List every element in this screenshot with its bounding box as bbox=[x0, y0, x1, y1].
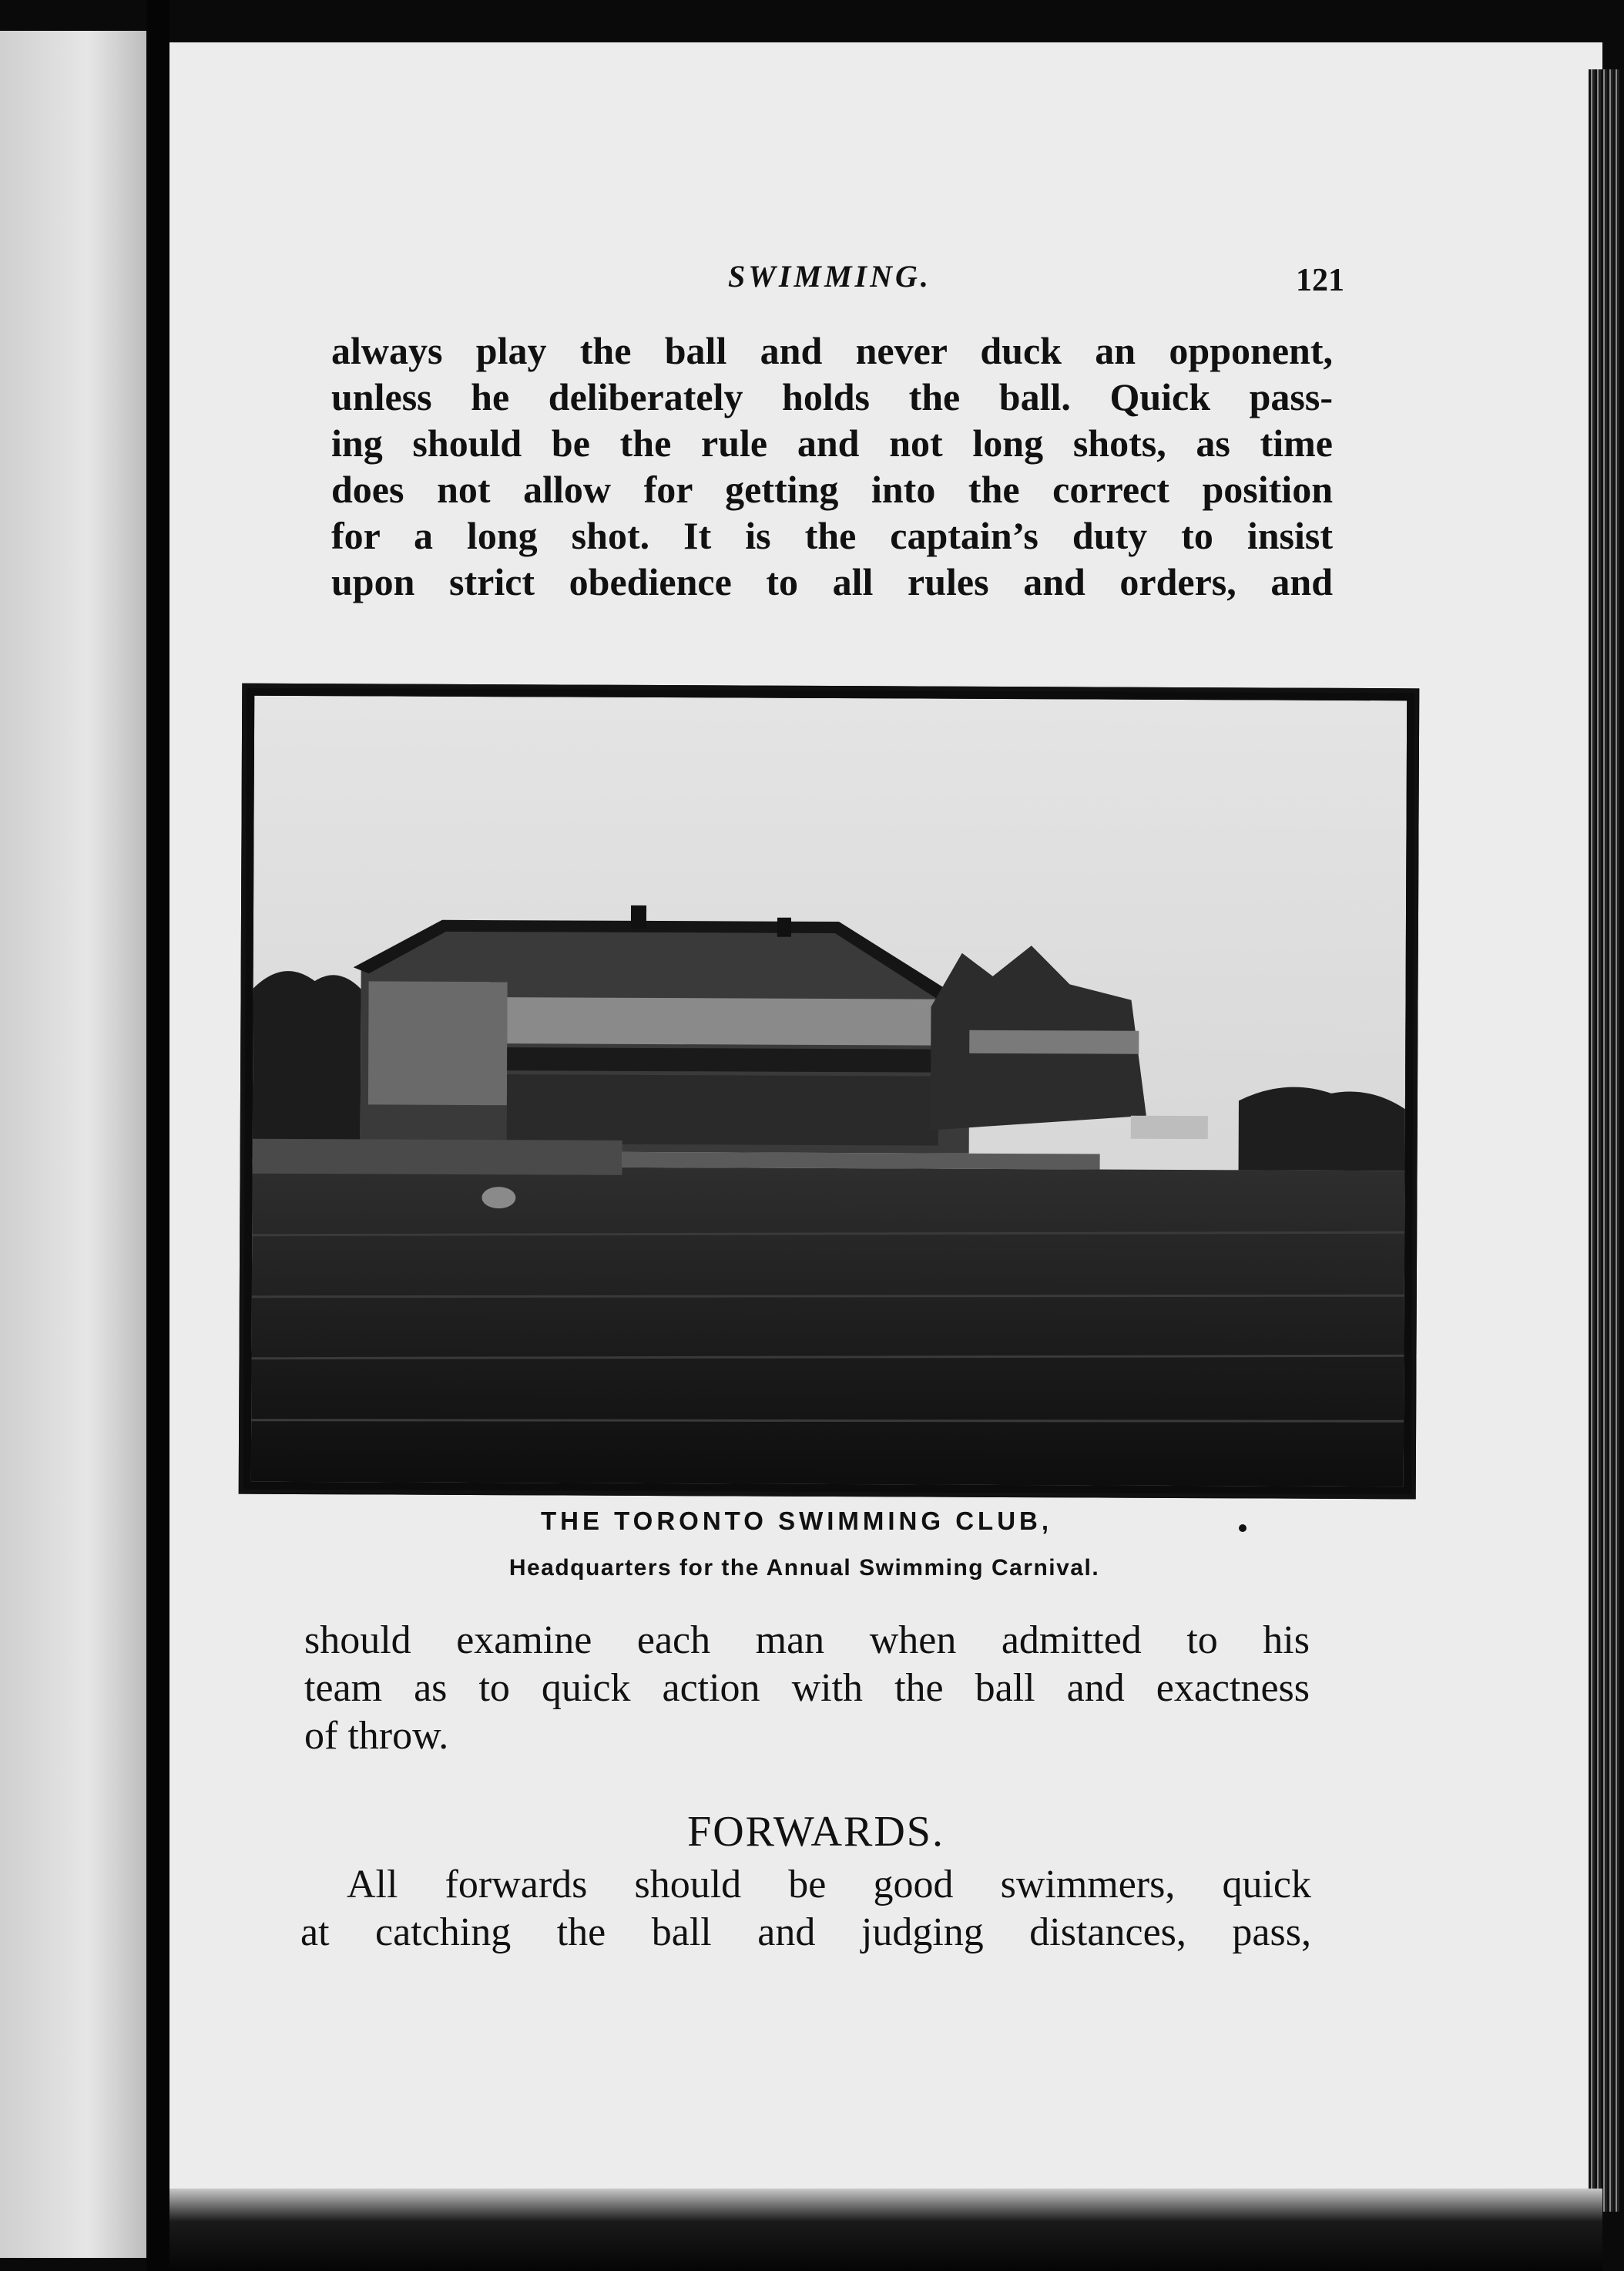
page-stack-edge bbox=[1589, 69, 1619, 2212]
trees-right bbox=[1239, 1087, 1405, 1171]
paragraph-top bbox=[331, 328, 1333, 605]
section-heading: FORWARDS. bbox=[687, 1808, 945, 1856]
swimmer bbox=[481, 1187, 515, 1208]
facing-page-edge bbox=[0, 31, 146, 2258]
tower-balcony bbox=[969, 1030, 1139, 1054]
clubhouse-photo-illustration bbox=[251, 696, 1407, 1487]
text-line: should examine each man when admitted to his bbox=[304, 1618, 1310, 1662]
text-line: of throw. bbox=[304, 1714, 449, 1758]
trees-left bbox=[253, 971, 361, 1158]
chimney bbox=[777, 918, 791, 937]
text-line: unless he deliberately holds the ball. Quick pass- bbox=[331, 375, 1333, 418]
text-line: for a long shot. It is the captain’s duty to insist bbox=[331, 514, 1333, 557]
page-number: 121 bbox=[1296, 263, 1344, 298]
text-line: upon strict obedience to all rules and orders, and bbox=[331, 560, 1333, 603]
figure-caption-subtitle: Headquarters for the Annual Swimming Carnival. bbox=[508, 1555, 1100, 1581]
bottom-shadow bbox=[169, 2189, 1602, 2271]
book-gutter bbox=[146, 0, 169, 2271]
balcony-crowd bbox=[507, 1047, 938, 1072]
chimney bbox=[631, 905, 646, 929]
halftone-photograph bbox=[239, 684, 1420, 1500]
ink-dot bbox=[1239, 1524, 1247, 1532]
text-line: always play the ball and never duck an opponent, bbox=[331, 329, 1333, 372]
dock bbox=[253, 1139, 622, 1175]
text-line: ing should be the rule and not long shots, as time bbox=[331, 422, 1333, 465]
figure-caption-title: THE TORONTO SWIMMING CLUB, bbox=[540, 1507, 1053, 1535]
text-line: at catching the ball and judging distances, pass, bbox=[300, 1910, 1311, 1954]
clubhouse-wing bbox=[368, 981, 508, 1105]
boat-landing bbox=[622, 1152, 1100, 1170]
text-line: All forwards should be good swimmers, quick bbox=[347, 1863, 1311, 1906]
lower-storey bbox=[507, 1074, 938, 1145]
text-line: team as to quick action with the ball and exactness bbox=[304, 1666, 1310, 1710]
upper-veranda bbox=[507, 997, 938, 1045]
paragraph-bottom bbox=[300, 1861, 1311, 1957]
awning bbox=[1131, 1116, 1208, 1139]
text-line: does not allow for getting into the correct position bbox=[331, 468, 1333, 511]
running-head: SWIMMING. bbox=[728, 259, 931, 294]
lake-water bbox=[251, 1166, 1405, 1487]
paragraph-middle bbox=[304, 1617, 1310, 1760]
